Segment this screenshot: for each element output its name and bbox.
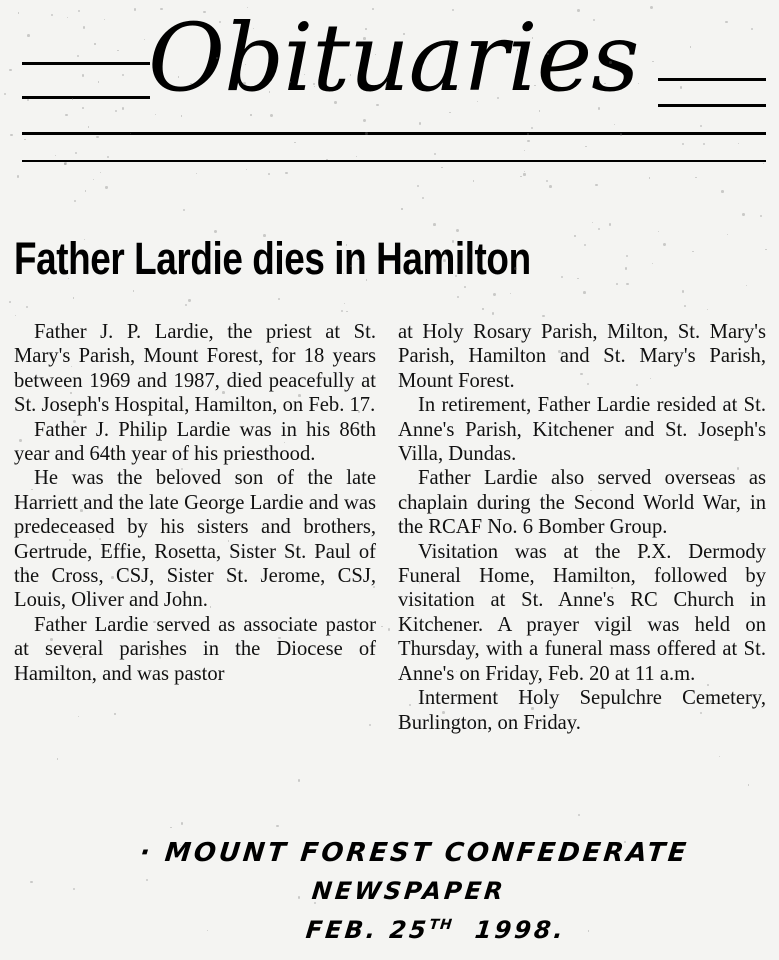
noise-speck bbox=[527, 140, 529, 142]
noise-speck bbox=[50, 638, 53, 641]
noise-speck bbox=[658, 231, 659, 232]
noise-speck bbox=[88, 126, 89, 127]
noise-speck bbox=[719, 756, 720, 757]
noise-speck bbox=[104, 19, 106, 21]
noise-speck bbox=[620, 133, 623, 136]
banner-rule-left-bottom bbox=[22, 96, 150, 99]
noise-speck bbox=[341, 310, 343, 312]
noise-speck bbox=[9, 69, 11, 71]
noise-speck bbox=[51, 14, 53, 16]
noise-speck bbox=[24, 139, 25, 140]
noise-speck bbox=[82, 107, 84, 109]
noise-speck bbox=[246, 169, 247, 170]
noise-speck bbox=[111, 576, 114, 579]
noise-speck bbox=[216, 57, 218, 59]
noise-speck bbox=[105, 186, 107, 188]
noise-speck bbox=[700, 125, 702, 127]
noise-speck bbox=[343, 273, 344, 274]
noise-speck bbox=[457, 296, 460, 299]
noise-speck bbox=[350, 74, 351, 75]
noise-speck bbox=[433, 223, 436, 226]
noise-speck bbox=[616, 283, 618, 285]
noise-speck bbox=[77, 55, 79, 57]
noise-speck bbox=[626, 255, 628, 257]
paragraph: Father J. Philip Lardie was in his 86th year and 64th year of his priesthood. bbox=[14, 418, 376, 466]
noise-speck bbox=[652, 263, 653, 264]
noise-speck bbox=[442, 711, 445, 714]
noise-speck bbox=[15, 315, 16, 316]
noise-speck bbox=[575, 78, 576, 79]
noise-speck bbox=[682, 290, 684, 292]
noise-speck bbox=[649, 177, 651, 179]
noise-speck bbox=[80, 509, 83, 512]
noise-speck bbox=[69, 539, 70, 540]
noise-speck bbox=[763, 163, 764, 164]
noise-speck bbox=[183, 209, 185, 211]
noise-speck bbox=[30, 881, 33, 884]
banner-rule-right-top bbox=[658, 78, 766, 81]
noise-speck bbox=[346, 244, 347, 245]
handwritten-date-day: FEB. 25 bbox=[304, 916, 431, 944]
noise-speck bbox=[574, 235, 575, 236]
noise-speck bbox=[577, 278, 579, 280]
noise-speck bbox=[707, 309, 708, 310]
noise-speck bbox=[558, 350, 561, 353]
noise-speck bbox=[160, 8, 162, 10]
noise-speck bbox=[742, 213, 745, 216]
paragraph: Interment Holy Sepulchre Cemetery, Burlington, on Friday. bbox=[398, 687, 766, 734]
noise-speck bbox=[583, 291, 586, 294]
noise-speck bbox=[278, 637, 280, 639]
noise-speck bbox=[598, 228, 600, 230]
noise-speck bbox=[268, 173, 270, 175]
noise-speck bbox=[146, 879, 149, 882]
noise-speck bbox=[198, 267, 200, 269]
noise-speck bbox=[721, 190, 724, 193]
noise-speck bbox=[458, 89, 459, 90]
noise-speck bbox=[638, 83, 639, 84]
banner-rule-left-top bbox=[22, 62, 150, 65]
noise-speck bbox=[531, 127, 533, 129]
noise-speck bbox=[278, 298, 280, 300]
noise-speck bbox=[363, 37, 366, 40]
paragraph: Father Lardie served as associate pastor at several parishes in the Diocese of Hamilton, and was pastor bbox=[14, 613, 376, 685]
noise-speck bbox=[419, 582, 420, 583]
noise-speck bbox=[682, 143, 684, 145]
noise-speck bbox=[725, 21, 728, 24]
noise-speck bbox=[19, 439, 22, 442]
noise-speck bbox=[365, 132, 368, 135]
noise-speck bbox=[344, 303, 345, 304]
noise-speck bbox=[18, 12, 19, 13]
noise-speck bbox=[363, 119, 366, 122]
noise-speck bbox=[250, 114, 251, 115]
noise-speck bbox=[452, 240, 455, 243]
noise-speck bbox=[546, 180, 548, 182]
noise-speck bbox=[625, 267, 628, 270]
noise-speck bbox=[298, 394, 301, 397]
noise-speck bbox=[449, 41, 451, 43]
article-headline: Father Lardie dies in Hamilton bbox=[14, 233, 531, 284]
noise-speck bbox=[738, 143, 739, 144]
noise-speck bbox=[93, 179, 94, 180]
noise-speck bbox=[372, 8, 374, 10]
noise-speck bbox=[690, 46, 691, 47]
noise-speck bbox=[70, 392, 71, 393]
noise-speck bbox=[98, 81, 100, 83]
noise-speck bbox=[401, 208, 402, 209]
noise-speck bbox=[55, 155, 56, 156]
noise-speck bbox=[133, 290, 134, 291]
noise-speck bbox=[523, 173, 525, 175]
noise-speck bbox=[181, 468, 183, 470]
noise-speck bbox=[290, 81, 292, 83]
noise-speck bbox=[650, 6, 653, 9]
noise-speck bbox=[214, 230, 217, 233]
noise-speck bbox=[57, 758, 59, 760]
noise-speck bbox=[561, 276, 563, 278]
noise-speck bbox=[524, 150, 525, 151]
handwritten-source-line: · MOUNT FOREST CONFEDERATE bbox=[138, 838, 691, 868]
noise-speck bbox=[27, 34, 30, 37]
paragraph: In retirement, Father Lardie resided at St. Anne's Parish, Kitchener and St. Joseph's Villa, Dundas. bbox=[398, 394, 766, 466]
noise-speck bbox=[122, 107, 125, 110]
noise-speck bbox=[369, 724, 371, 726]
noise-speck bbox=[703, 143, 705, 145]
noise-speck bbox=[9, 301, 11, 303]
noise-speck bbox=[83, 26, 86, 29]
noise-speck bbox=[100, 172, 101, 173]
noise-speck bbox=[96, 136, 99, 139]
noise-speck bbox=[74, 200, 76, 202]
noise-speck bbox=[276, 825, 278, 827]
noise-speck bbox=[584, 244, 586, 246]
noise-speck bbox=[595, 184, 597, 186]
banner-rule-full-2 bbox=[22, 160, 766, 162]
noise-speck bbox=[388, 628, 390, 630]
noise-speck bbox=[532, 37, 533, 38]
noise-speck bbox=[82, 74, 85, 77]
noise-speck bbox=[222, 391, 225, 394]
noise-speck bbox=[159, 656, 161, 658]
noise-speck bbox=[87, 273, 88, 274]
noise-speck bbox=[10, 134, 13, 137]
noise-speck bbox=[25, 570, 27, 572]
noise-speck bbox=[144, 39, 145, 40]
noise-speck bbox=[73, 297, 75, 299]
noise-speck bbox=[684, 305, 686, 307]
paragraph: He was the beloved son of the late Harriett and the late George Lardie and was predeceased by his sisters and brothers, Gertrude, Effie, Rosetta, Sister St. Paul of the Cross, CSJ, Sister St. Jerome, CSJ, Louis, Oliver and John. bbox=[14, 467, 376, 612]
noise-speck bbox=[473, 180, 474, 181]
banner-rule-full-1 bbox=[22, 132, 766, 135]
noise-speck bbox=[422, 197, 424, 199]
noise-speck bbox=[707, 684, 709, 686]
noise-speck bbox=[517, 49, 518, 50]
noise-speck bbox=[99, 538, 101, 540]
noise-speck bbox=[78, 10, 80, 12]
paragraph: Father J. P. Lardie, the priest at St. Mary's Parish, Mount Forest, for 18 years between 1969 and 1987, died peacefully at St. Joseph's Hospital, Hamilton, on Feb. 17. bbox=[14, 321, 376, 417]
noise-speck bbox=[748, 784, 749, 785]
paragraph: Visitation was at the P.X. Dermody Funeral Home, Hamilton, followed by visitation at St. Anne's RC Church in Kitchener. A prayer vigil was held on Thursday, with a funeral mass offered at St. Anne's on Friday, Feb. 20 at 11 a.m. bbox=[398, 540, 766, 685]
noise-speck bbox=[652, 61, 654, 63]
noise-speck bbox=[524, 171, 525, 172]
noise-speck bbox=[585, 146, 586, 147]
noise-speck bbox=[219, 21, 221, 23]
noise-speck bbox=[4, 93, 6, 95]
noise-speck bbox=[746, 285, 747, 286]
noise-speck bbox=[365, 28, 367, 30]
noise-speck bbox=[381, 626, 382, 627]
noise-speck bbox=[577, 9, 580, 12]
noise-speck bbox=[535, 697, 536, 698]
article-column-left bbox=[14, 320, 376, 686]
noise-speck bbox=[366, 279, 367, 280]
noise-speck bbox=[115, 110, 117, 112]
noise-speck bbox=[587, 383, 589, 385]
noise-speck bbox=[434, 153, 436, 155]
noise-speck bbox=[492, 312, 495, 315]
noise-speck bbox=[181, 822, 184, 825]
noise-speck bbox=[592, 222, 593, 223]
noise-speck bbox=[441, 167, 442, 168]
noise-speck bbox=[514, 267, 517, 270]
noise-speck bbox=[403, 33, 404, 34]
noise-speck bbox=[17, 175, 20, 178]
noise-speck bbox=[314, 902, 316, 904]
noise-speck bbox=[588, 930, 589, 931]
noise-speck bbox=[134, 8, 137, 11]
noise-speck bbox=[531, 707, 533, 709]
noise-speck bbox=[373, 586, 375, 588]
noise-speck bbox=[188, 299, 190, 301]
noise-speck bbox=[624, 841, 627, 844]
noise-speck bbox=[107, 156, 110, 159]
noise-speck bbox=[618, 71, 619, 72]
noise-speck bbox=[122, 74, 124, 76]
noise-speck bbox=[520, 176, 522, 178]
noise-speck bbox=[493, 293, 496, 296]
noise-speck bbox=[449, 112, 451, 114]
noise-speck bbox=[464, 286, 466, 288]
noise-speck bbox=[73, 888, 75, 890]
noise-speck bbox=[298, 896, 301, 899]
noise-speck bbox=[626, 283, 629, 286]
noise-speck bbox=[409, 704, 411, 706]
noise-speck bbox=[482, 308, 483, 309]
noise-speck bbox=[751, 28, 753, 30]
noise-speck bbox=[609, 223, 612, 226]
noise-speck bbox=[245, 64, 246, 65]
noise-speck bbox=[765, 249, 766, 250]
noise-speck bbox=[419, 122, 422, 125]
noise-speck bbox=[356, 156, 357, 157]
paragraph-continuation: at Holy Rosary Parish, Milton, St. Mary's Parish, Hamilton and St. Mary's Parish, Mount Forest. bbox=[398, 321, 766, 392]
noise-speck bbox=[549, 185, 552, 188]
noise-speck bbox=[114, 713, 115, 714]
noise-speck bbox=[417, 185, 419, 187]
noise-speck bbox=[94, 43, 95, 44]
noise-speck bbox=[78, 716, 80, 718]
handwritten-date bbox=[305, 916, 568, 944]
noise-speck bbox=[155, 114, 157, 116]
noise-speck bbox=[65, 114, 68, 117]
noise-speck bbox=[617, 480, 619, 482]
paragraph: Father Lardie also served overseas as chaplain during the Second World War, in the RCAF No. 6 Bomber Group. bbox=[398, 467, 766, 539]
handwritten-date-suffix: TH bbox=[428, 917, 454, 933]
noise-speck bbox=[760, 215, 762, 217]
noise-speck bbox=[350, 265, 352, 267]
noise-speck bbox=[181, 115, 183, 117]
noise-speck bbox=[294, 142, 295, 143]
noise-speck bbox=[663, 243, 666, 246]
noise-speck bbox=[185, 304, 188, 307]
banner-rule-right-bottom bbox=[658, 104, 766, 107]
noise-speck bbox=[67, 17, 68, 18]
noise-speck bbox=[285, 172, 288, 175]
noise-speck bbox=[270, 114, 273, 117]
article-column-right bbox=[398, 320, 766, 735]
noise-speck bbox=[346, 311, 347, 312]
noise-speck bbox=[153, 621, 156, 624]
noise-speck bbox=[190, 83, 191, 84]
section-title: Obituaries bbox=[148, 4, 639, 113]
noise-speck bbox=[207, 930, 208, 931]
noise-speck bbox=[456, 229, 459, 232]
noise-speck bbox=[117, 50, 119, 52]
noise-speck bbox=[542, 315, 544, 317]
noise-speck bbox=[26, 306, 28, 308]
noise-speck bbox=[614, 124, 616, 126]
handwritten-source-type: NEWSPAPER bbox=[310, 877, 508, 905]
noise-speck bbox=[727, 234, 728, 235]
noise-speck bbox=[609, 61, 612, 64]
noise-speck bbox=[735, 407, 737, 409]
noise-speck bbox=[695, 177, 696, 178]
noise-speck bbox=[85, 190, 86, 191]
noise-speck bbox=[27, 99, 29, 101]
noise-speck bbox=[196, 173, 197, 174]
noise-speck bbox=[692, 251, 694, 253]
handwritten-date-year: 1998. bbox=[473, 916, 568, 944]
noise-speck bbox=[298, 779, 301, 782]
noise-speck bbox=[510, 293, 511, 294]
noise-speck bbox=[578, 814, 580, 816]
noise-speck bbox=[170, 827, 171, 828]
noise-speck bbox=[313, 83, 315, 85]
noise-speck bbox=[680, 86, 682, 88]
noise-speck bbox=[539, 110, 540, 111]
noise-speck bbox=[75, 152, 77, 154]
noise-speck bbox=[650, 378, 651, 379]
noise-speck bbox=[73, 420, 76, 423]
